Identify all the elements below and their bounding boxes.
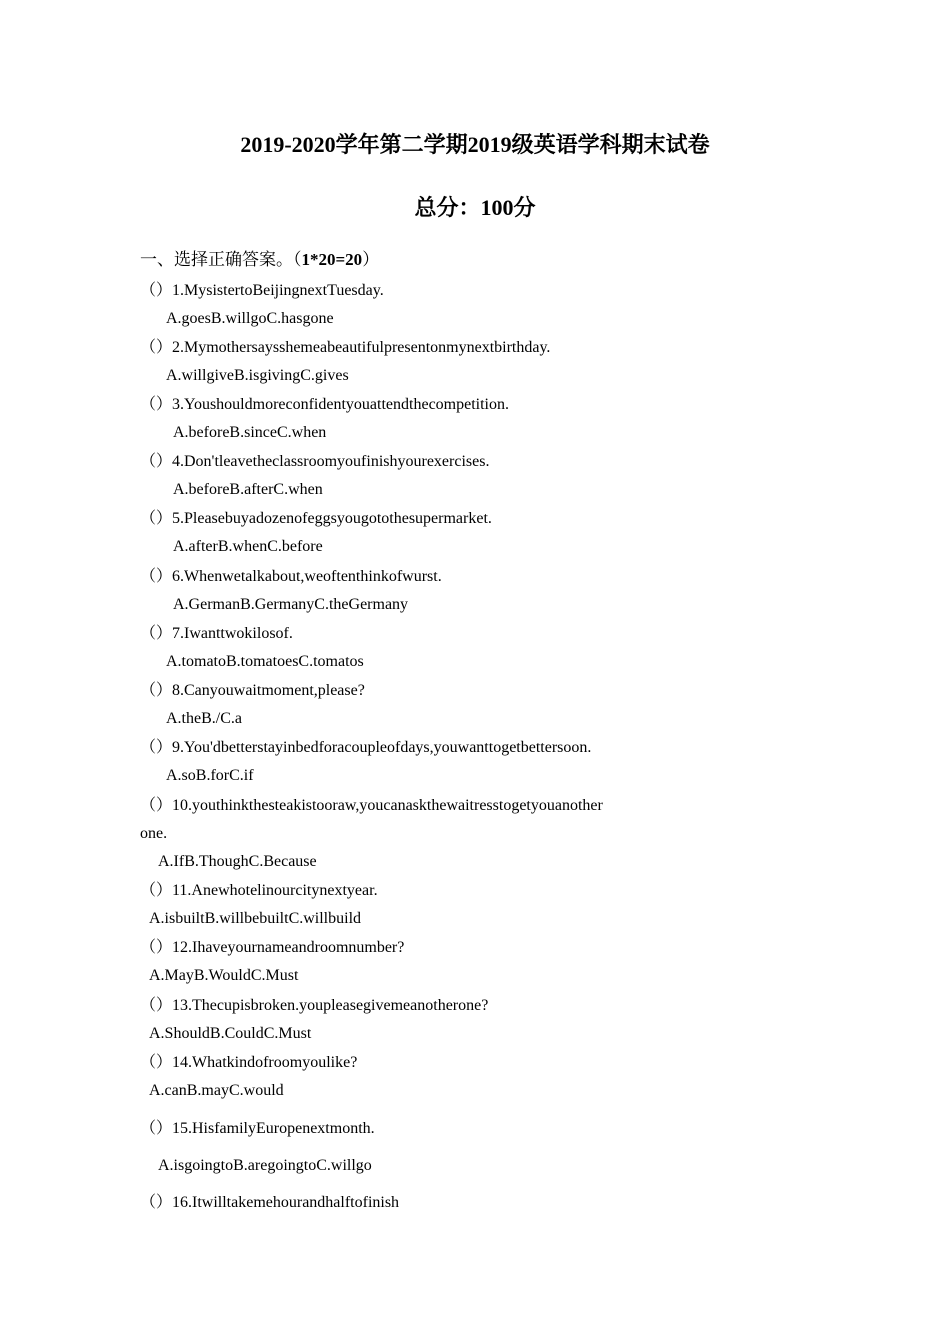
question-line: （）10.youthinkthesteakistooraw,youcanaskthewaitresstogetyouanother — [140, 797, 603, 814]
options-line: A.isgoingtoB.aregoingtoC.willgo — [158, 1157, 372, 1174]
question-line: （）1.MysistertoBeijingnextTuesday. — [140, 282, 384, 299]
question-line: （）9.You'dbetterstayinbedforacoupleofdays,youwanttogetbettersoon. — [140, 739, 592, 756]
question-line: （）7.Iwanttwokilosof. — [140, 625, 293, 642]
options-line: A.afterB.whenC.before — [173, 538, 323, 555]
question-line: （）6.Whenwetalkabout,weoftenthinkofwurst. — [140, 568, 442, 585]
question-line: （）12.Ihaveyournameandroomnumber? — [140, 939, 405, 956]
question-line: （）11.Anewhotelinourcitynextyear. — [140, 882, 378, 899]
question-line: （）15.HisfamilyEuropenextmonth. — [140, 1120, 375, 1137]
options-line: A.goesB.willgoC.hasgone — [166, 310, 334, 327]
question-line-continued: one. — [140, 825, 168, 842]
options-line: A.soB.forC.if — [166, 767, 254, 784]
options-line: A.MayB.WouldC.Must — [149, 967, 299, 984]
options-line: A.ShouldB.CouldC.Must — [149, 1025, 312, 1042]
options-line: A.canB.mayC.would — [149, 1082, 284, 1099]
options-line: A.isbuiltB.willbebuiltC.willbuild — [149, 910, 362, 927]
question-line: （）13.Thecupisbroken.youpleasegivemeanotherone? — [140, 997, 489, 1014]
options-line: A.GermanB.GermanyC.theGermany — [173, 596, 409, 613]
options-line: A.IfB.ThoughC.Because — [158, 853, 317, 870]
question-line: （）3.Youshouldmoreconfidentyouattendthecompetition. — [140, 396, 509, 413]
question-line: （）2.Mymothersaysshemeabeautifulpresentonmynextbirthday. — [140, 339, 551, 356]
options-line: A.theB./C.a — [166, 710, 242, 727]
section-heading-text: 一、选择正确答案。（ — [140, 250, 302, 269]
section-score: 1*20=20 — [301, 250, 363, 269]
question-line: （）8.Canyouwaitmoment,please? — [140, 682, 365, 699]
question-line: （）16.Itwilltakemehourandhalftofinish — [140, 1194, 400, 1211]
options-line: A.tomatoB.tomatoesC.tomatos — [166, 653, 364, 670]
section-heading — [140, 249, 379, 271]
section-heading-close: ） — [362, 250, 380, 269]
options-line: A.beforeB.sinceC.when — [173, 424, 327, 441]
question-line: （）14.Whatkindofroomyoulike? — [140, 1054, 358, 1071]
total-score: 总分：100分 — [414, 195, 536, 220]
exam-title: 2019-2020学年第二学期2019级英语学科期末试卷 — [240, 132, 710, 157]
options-line: A.beforeB.afterC.when — [173, 481, 323, 498]
options-line: A.willgiveB.isgivingC.gives — [166, 367, 349, 384]
question-line: （）5.Pleasebuyadozenofeggsyougotothesupermarket. — [140, 510, 492, 527]
question-line: （）4.Don'tleavetheclassroomyoufinishyourexercises. — [140, 453, 490, 470]
